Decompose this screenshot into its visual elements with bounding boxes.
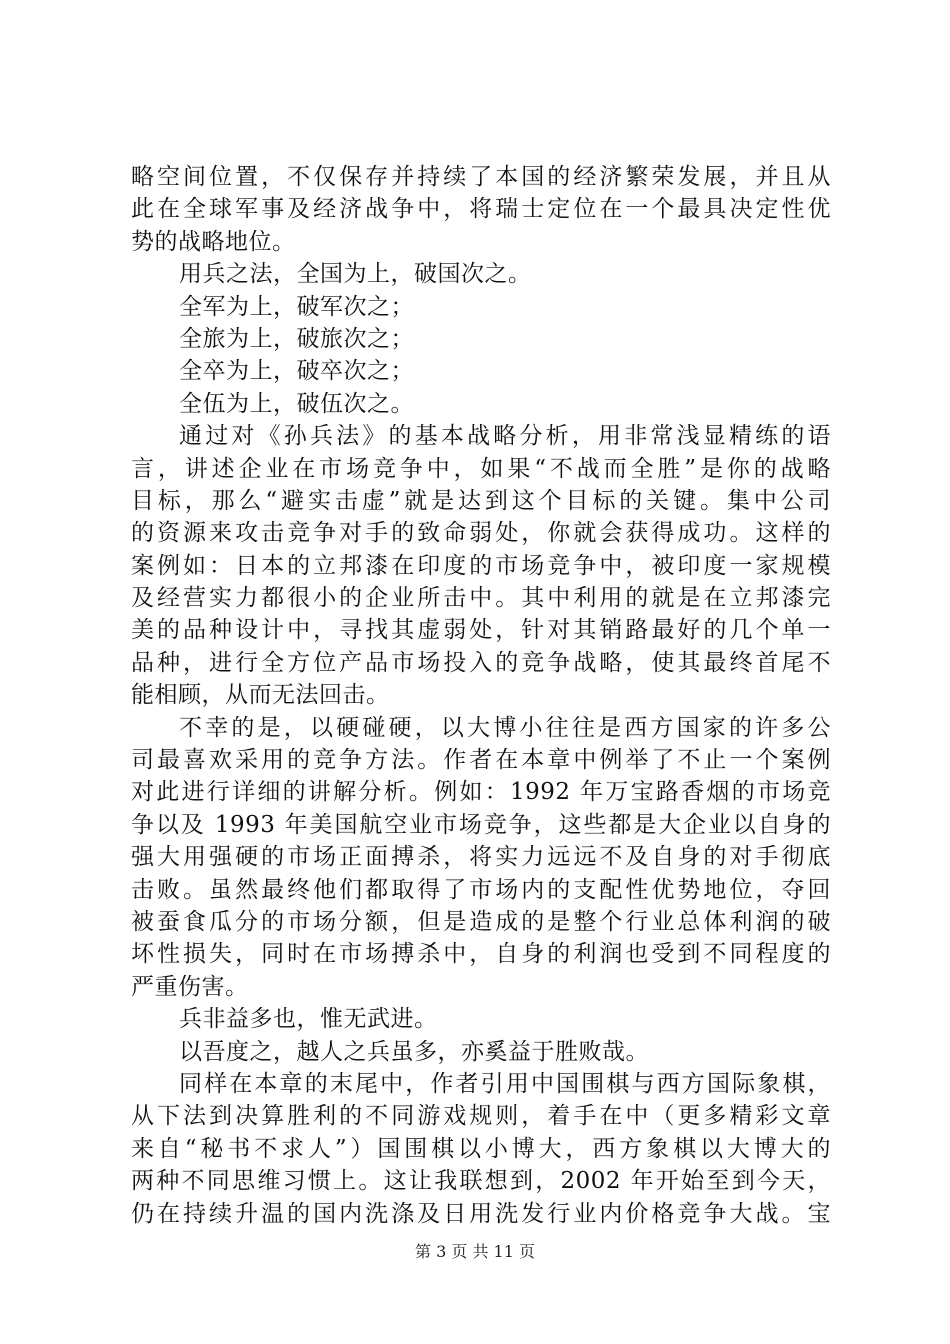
paragraph bbox=[131, 323, 831, 355]
text-line: 来自“秘书不求人”）国围棋以小博大，西方象棋以大博大的 bbox=[131, 1135, 831, 1162]
paragraph bbox=[131, 291, 831, 323]
paragraph bbox=[131, 712, 831, 1004]
paragraph bbox=[131, 355, 831, 387]
text-line: 对此进行详细的讲解分析。例如：1992 年万宝路香烟的市场竞 bbox=[131, 779, 831, 806]
text-line: 不幸的是，以硬碰硬，以大博小往往是西方国家的许多公 bbox=[179, 714, 831, 741]
paragraph bbox=[131, 258, 831, 290]
text-line: 坏性损失，同时在市场搏杀中，自身的利润也受到不同程度的 bbox=[131, 941, 831, 968]
text-line: 品种，进行全方位产品市场投入的竞争战略，使其最终首尾不 bbox=[131, 649, 831, 676]
document-body bbox=[131, 161, 831, 1230]
text-line: 全军为上，破军次之； bbox=[179, 293, 414, 320]
text-line: 全旅为上，破旅次之； bbox=[179, 325, 414, 352]
text-line: 仍在持续升温的国内洗涤及日用洗发行业内价格竞争大战。宝 bbox=[131, 1200, 831, 1227]
text-line: 目标，那么“避实击虚”就是达到这个目标的关键。集中公司 bbox=[131, 487, 831, 514]
paragraph bbox=[131, 1036, 831, 1068]
text-line: 从下法到决算胜利的不同游戏规则，着手在中（更多精彩文章 bbox=[131, 1103, 831, 1130]
paragraph bbox=[131, 388, 831, 420]
text-line: 言，讲述企业在市场竞争中，如果“不战而全胜”是你的战略 bbox=[131, 455, 831, 482]
text-line: 兵非益多也，惟无武进。 bbox=[179, 1006, 438, 1033]
paragraph bbox=[131, 1068, 831, 1230]
paragraph bbox=[131, 420, 831, 712]
text-line: 击败。虽然最终他们都取得了市场内的支配性优势地位，夺回 bbox=[131, 876, 831, 903]
text-line: 全卒为上，破卒次之； bbox=[179, 358, 414, 385]
text-line: 严重伤害。 bbox=[131, 973, 249, 1000]
text-line: 美的品种设计中，寻找其虚弱处，针对其销路最好的几个单一 bbox=[131, 617, 831, 644]
text-line: 及经营实力都很小的企业所击中。其中利用的就是在立邦漆完 bbox=[131, 585, 831, 612]
text-line: 略空间位置，不仅保存并持续了本国的经济繁荣发展，并且从 bbox=[131, 164, 831, 190]
text-line: 用兵之法，全国为上，破国次之。 bbox=[179, 261, 532, 288]
paragraph bbox=[131, 161, 831, 258]
page-footer: 第 3 页 共 11 页 bbox=[415, 1242, 535, 1261]
text-line: 以吾度之，越人之兵虽多，亦奚益于胜败哉。 bbox=[179, 1038, 649, 1065]
text-line: 两种不同思维习惯上。这让我联想到，2002 年开始至到今天， bbox=[131, 1168, 831, 1195]
text-line: 的资源来攻击竞争对手的致命弱处，你就会获得成功。这样的 bbox=[131, 520, 831, 547]
text-line: 此在全球军事及经济战争中，将瑞士定位在一个最具决定性优 bbox=[131, 196, 831, 223]
text-line: 司最喜欢采用的竞争方法。作者在本章中例举了不止一个案例 bbox=[131, 747, 831, 774]
text-line: 争以及 1993 年美国航空业市场竞争，这些都是大企业以自身的 bbox=[131, 811, 831, 838]
text-line: 被蚕食瓜分的市场分额，但是造成的是整个行业总体利润的破 bbox=[131, 908, 831, 935]
text-line: 通过对《孙兵法》的基本战略分析，用非常浅显精练的语 bbox=[179, 423, 831, 450]
text-line: 能相顾，从而无法回击。 bbox=[131, 682, 390, 709]
text-line: 全伍为上，破伍次之。 bbox=[179, 390, 414, 417]
text-line: 强大用强硬的市场正面搏杀，将实力远远不及自身的对手彻底 bbox=[131, 844, 831, 871]
paragraph bbox=[131, 1003, 831, 1035]
text-line: 同样在本章的末尾中，作者引用中国围棋与西方国际象棋， bbox=[179, 1070, 831, 1097]
text-line: 案例如：日本的立邦漆在印度的市场竞争中，被印度一家规模 bbox=[131, 552, 831, 579]
text-line: 势的战略地位。 bbox=[131, 228, 296, 255]
